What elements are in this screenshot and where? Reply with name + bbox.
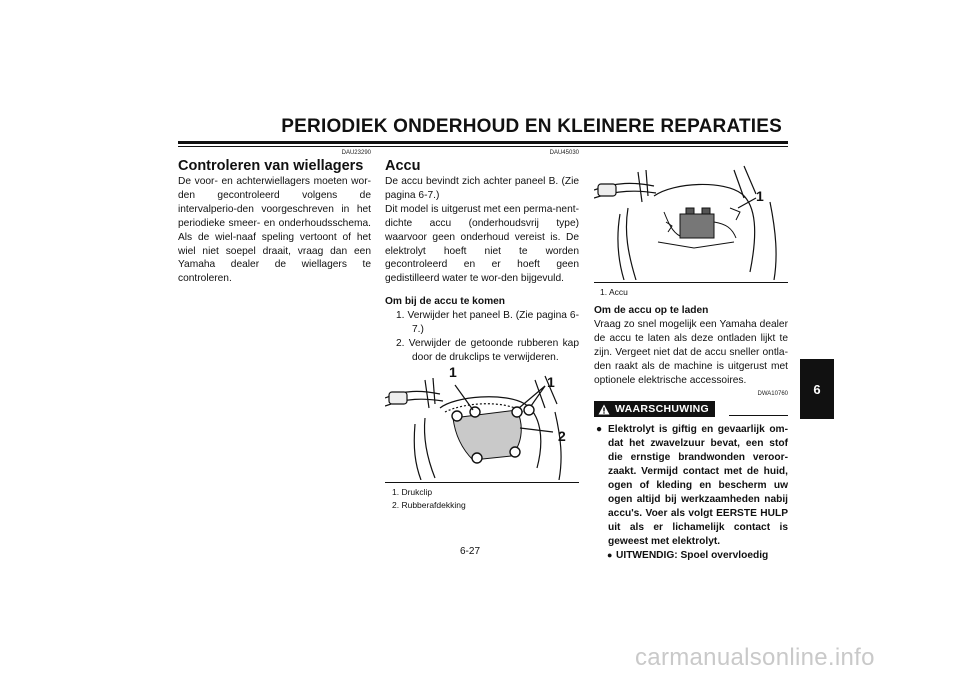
- figure-divider: [594, 282, 788, 283]
- page-header: [178, 116, 788, 147]
- caption-2: 2. Rubberafdekking: [392, 500, 466, 510]
- section-body: De voor- en achterwiellagers moeten wor-den gecontroleerd volgens de intervalperio-den voorgeschreven in het periodieke smeer- en onderhoudsschema. Als de wiel-naaf speling vertoont of het wiel niet soepel draait, vraag dan een Yamaha dealer de wiellagers te controleren.: [178, 176, 371, 285]
- subheading-access: Om bij de accu te komen: [385, 296, 506, 308]
- warning-subitem: [594, 549, 788, 563]
- warning-subitem-text: UITWENDIG: Spoel overvloedig: [616, 549, 769, 561]
- section-charging: [594, 304, 788, 563]
- bullet-icon: ●: [596, 424, 603, 436]
- figure-battery-location: [594, 162, 788, 280]
- step-2: 2. Verwijder de getoonde rubberen kap door de drukclips te verwijderen.: [396, 337, 579, 363]
- warning-header: [594, 401, 788, 417]
- warning-text: Elektrolyt is giftig en gevaarlijk om-dat het zwavelzuur bevat, een stof die ernstige brandwonden veroor-zaakt. Vermijd contact met de huid, ogen of kleding en bescherm uw ogen altijd bij werkzaamheden nabij accu's. Voer als volgt EERSTE HULP uit als er lichamelijk contact is geweest met elektrolyt.: [608, 424, 788, 547]
- section-heading: Controleren van wiellagers: [178, 158, 364, 174]
- figure-rubber-cover: [385, 364, 579, 480]
- page-number: 6-27: [460, 546, 481, 557]
- header-rule-thick: [178, 141, 788, 144]
- section-body: De accu bevindt zich achter paneel B. (Zie pagina 6-7.) Dit model is uitgerust met een perma-nent-dichte accu (onderhoudsvrij type) waarvoor geen onderhoud vereist is. De elektrolyt hoeft niet te worden gecontroleerd en er hoeft geen gedistilleerd water te wor-den bijgevuld.: [385, 176, 579, 285]
- section-code: DAU45030: [549, 150, 579, 156]
- watermark: carmanualsonline.info: [635, 644, 875, 671]
- step-1: 1. Verwijder het paneel B. (Zie pagina 6-7.): [396, 310, 579, 336]
- warning-label: WAARSCHUWING: [615, 403, 710, 416]
- charging-body: Vraag zo snel mogelijk een Yamaha dealer de accu te laten als deze ontladen lijkt te zijn. Vergeet niet dat de accu sneller ontla-den raakt als de machine is uitgerust met optionele elektrische accessoires.: [594, 318, 788, 386]
- small-bullet-icon: ●: [607, 549, 613, 560]
- warning-triangle-icon: [598, 404, 610, 415]
- callout-1-left: 1: [449, 364, 457, 380]
- callout-1-right: 1: [547, 374, 555, 390]
- warning-rule: [729, 415, 788, 416]
- callout-1: 1: [756, 188, 764, 204]
- figure-battery-drawing: [594, 162, 788, 280]
- subheading-charging: Om de accu op te laden: [594, 305, 709, 316]
- header-rule-thin: [178, 146, 788, 147]
- chapter-tab: 6: [800, 359, 834, 419]
- callout-2: 2: [558, 428, 566, 444]
- warning-code: DWA10760: [757, 391, 788, 398]
- figure-captions: [392, 486, 466, 512]
- warning-item: [594, 423, 788, 548]
- caption-1: 1. Drukclip: [392, 487, 433, 497]
- section-heading: Accu: [385, 158, 421, 174]
- caption-battery: 1. Accu: [600, 287, 628, 297]
- warning-badge: [594, 401, 715, 417]
- page-title: PERIODIEK ONDERHOUD EN KLEINERE REPARATIES: [281, 116, 782, 137]
- figure-divider: [385, 482, 579, 483]
- section-wheel-bearings: [178, 150, 371, 286]
- section-code: DAU23290: [341, 150, 371, 156]
- section-battery: [385, 150, 579, 365]
